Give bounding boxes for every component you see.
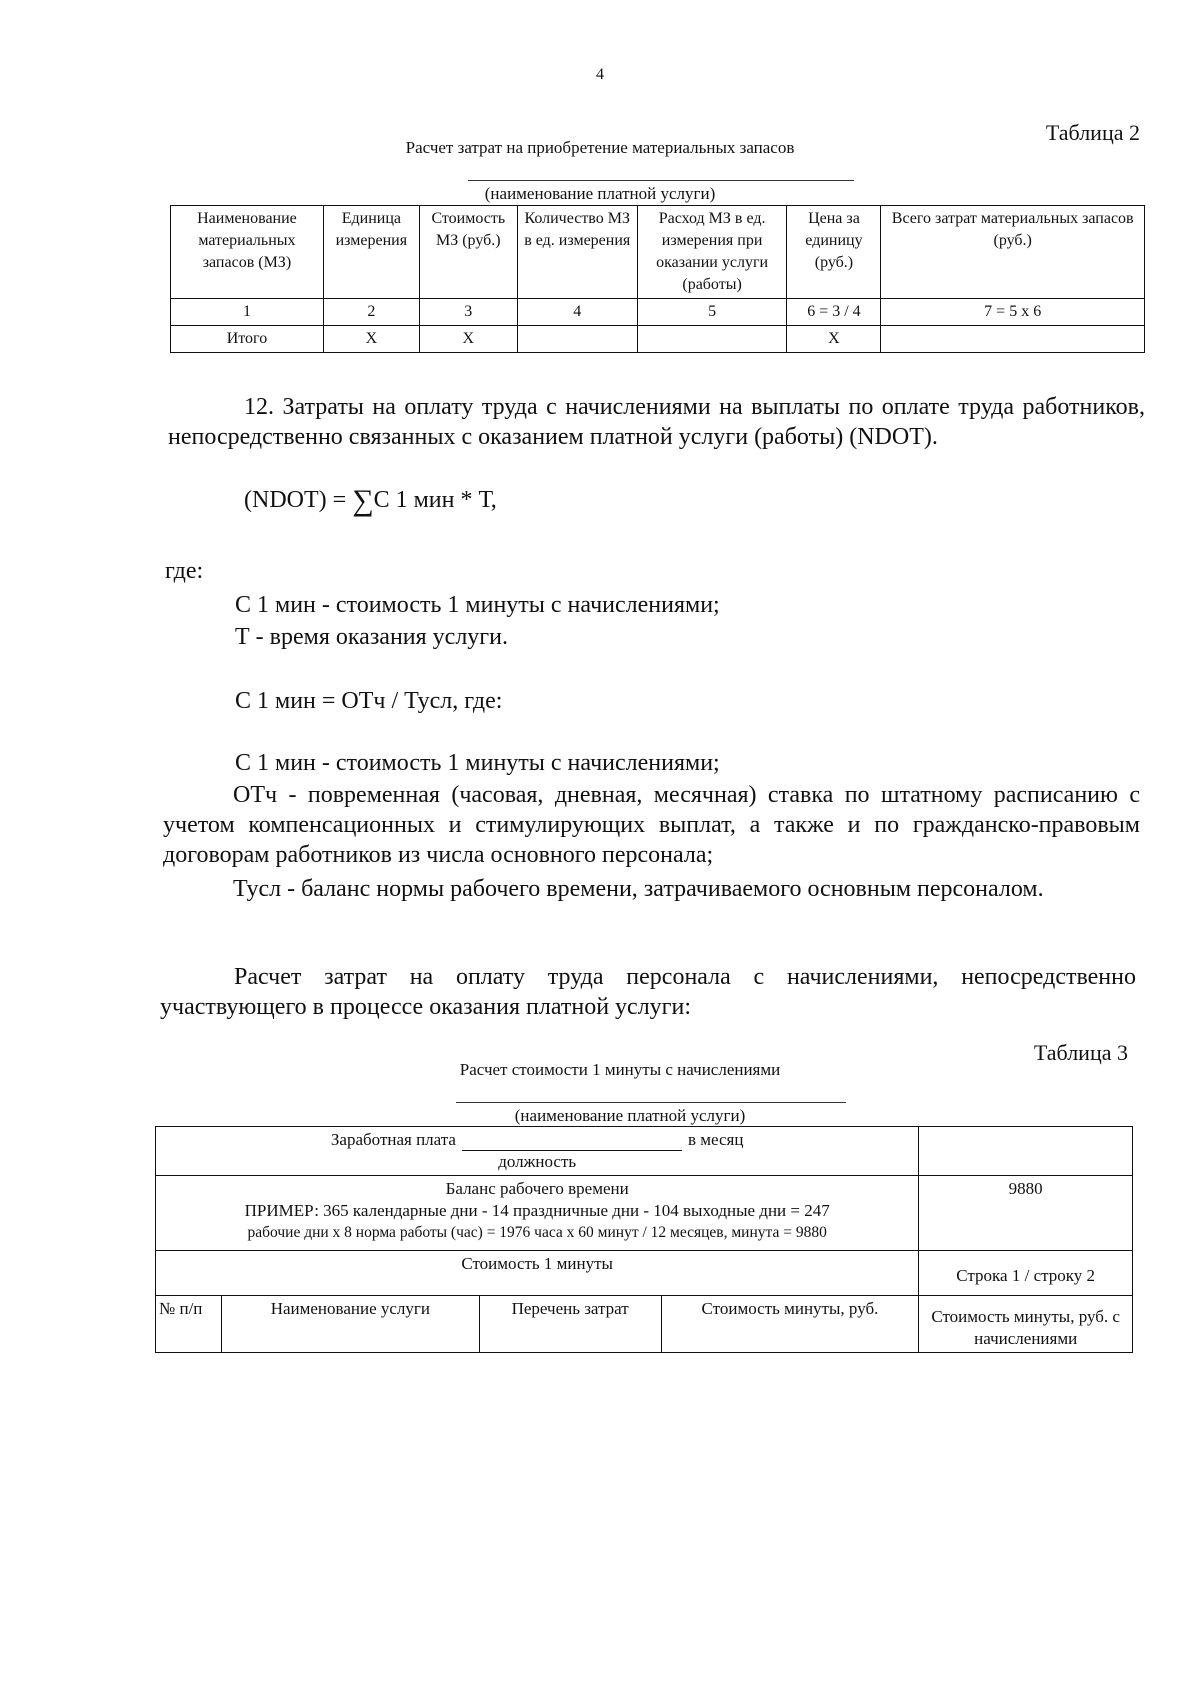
column-number-cell: 2 — [323, 299, 419, 326]
minute-cost-table — [155, 1126, 1133, 1353]
column-number-cell: 3 — [419, 299, 517, 326]
total-cell: Х — [323, 326, 419, 353]
column-number-cell: 4 — [517, 299, 637, 326]
header-cell: Стоимость минуты, руб. с начислениями — [919, 1296, 1133, 1353]
table-header-row — [171, 206, 1145, 299]
total-cell: Х — [419, 326, 517, 353]
table2-label: Таблица 2 — [1045, 120, 1140, 145]
salary-label: Заработная плата — [330, 1130, 456, 1149]
total-cell — [517, 326, 637, 353]
balance-example-line: ПРИМЕР: 365 календарные дни - 14 праздничные дни - 104 выходные дни = 247 — [244, 1201, 830, 1220]
position-label: должность — [498, 1152, 577, 1171]
table3-service-line — [456, 1102, 846, 1103]
table-header-row — [156, 1296, 1133, 1353]
balance-row — [156, 1176, 1133, 1251]
total-cell: Х — [787, 326, 881, 353]
definition-paragraph: ОТч - повременная (часовая, дневная, месячная) ставка по штатному расписанию с учетом компенсационных и стимулирующих выплат, а также и по гражданско-правовым договорам работников из числа основного персонала; — [163, 782, 1140, 868]
materials-cost-table — [170, 205, 1145, 353]
header-cell: Расход МЗ в ед. измерения при оказании услуги (работы) — [637, 206, 787, 299]
position-blank-line — [462, 1132, 682, 1151]
table2-title: Расчет затрат на приобретение материальных запасов — [405, 138, 795, 157]
column-number-cell: 7 = 5 х 6 — [881, 299, 1145, 326]
balance-cell — [156, 1176, 919, 1251]
balance-example-line: рабочие дни х 8 норма работы (час) = 1976 часа х 60 минут / 12 месяцев, минута = 9880 — [247, 1224, 827, 1241]
table2-subtitle: (наименование платной услуги) — [484, 184, 716, 203]
salary-cell — [156, 1127, 919, 1176]
table3-title: Расчет стоимости 1 минуты с начислениями — [459, 1060, 781, 1079]
salary-value-cell — [919, 1127, 1133, 1176]
ndot-formula — [244, 484, 497, 518]
header-cell: Наименование материальных запасов (МЗ) — [171, 206, 324, 299]
salary-suffix: в месяц — [687, 1130, 744, 1149]
section12-heading: 12. Затраты на оплату труда с начислениями на выплаты по оплате труда работников, непосредственно связанных с оказанием платной услуги (работы) (NDOT). — [168, 394, 1145, 450]
definition-line: С 1 мин - стоимость 1 минуты с начислениями; — [235, 750, 720, 776]
definition-paragraph: Тусл - баланс нормы рабочего времени, затрачиваемого основным персоналом. — [233, 876, 1044, 902]
calculation-intro: Расчет затрат на оплату труда персонала с начислениями, непосредственно участвующего в процессе оказания платной услуги: — [160, 964, 1136, 1020]
cost-row — [156, 1251, 1133, 1296]
header-cell: Стоимость минуты, руб. — [661, 1296, 919, 1353]
total-cell — [637, 326, 787, 353]
cost-formula-cell: Строка 1 / строку 2 — [919, 1251, 1133, 1296]
sum-symbol: ∑ — [352, 484, 374, 517]
balance-title: Баланс рабочего времени — [445, 1179, 629, 1198]
header-cell: Стоимость МЗ (руб.) — [419, 206, 517, 299]
table3-subtitle: (наименование платной услуги) — [514, 1106, 746, 1125]
table2-service-line — [468, 180, 854, 181]
header-cell: № п/п — [156, 1296, 222, 1353]
header-cell: Перечень затрат — [479, 1296, 661, 1353]
total-cell: Итого — [171, 326, 324, 353]
where-label: где: — [165, 558, 204, 584]
header-cell: Наименование услуги — [221, 1296, 479, 1353]
total-row — [171, 326, 1145, 353]
column-number-cell: 1 — [171, 299, 324, 326]
definition-line: С 1 мин - стоимость 1 минуты с начислениями; — [235, 592, 720, 618]
salary-row — [156, 1127, 1133, 1176]
header-cell: Цена за единицу (руб.) — [787, 206, 881, 299]
header-cell: Единица измерения — [323, 206, 419, 299]
column-number-row — [171, 299, 1145, 326]
table3-label: Таблица 3 — [1033, 1040, 1128, 1065]
formula-left: (NDOT) = — [244, 487, 347, 513]
cost-label-cell: Стоимость 1 минуты — [156, 1251, 919, 1296]
header-cell: Всего затрат материальных запасов (руб.) — [881, 206, 1145, 299]
definition-line: Т - время оказания услуги. — [235, 624, 508, 650]
balance-value-cell: 9880 — [919, 1176, 1133, 1251]
total-cell — [881, 326, 1145, 353]
page-number: 4 — [596, 66, 604, 83]
column-number-cell: 5 — [637, 299, 787, 326]
column-number-cell: 6 = 3 / 4 — [787, 299, 881, 326]
formula-right: С 1 мин * Т, — [373, 487, 497, 513]
header-cell: Количество МЗ в ед. измерения — [517, 206, 637, 299]
formula-line: С 1 мин = ОТч / Тусл, где: — [235, 688, 503, 714]
